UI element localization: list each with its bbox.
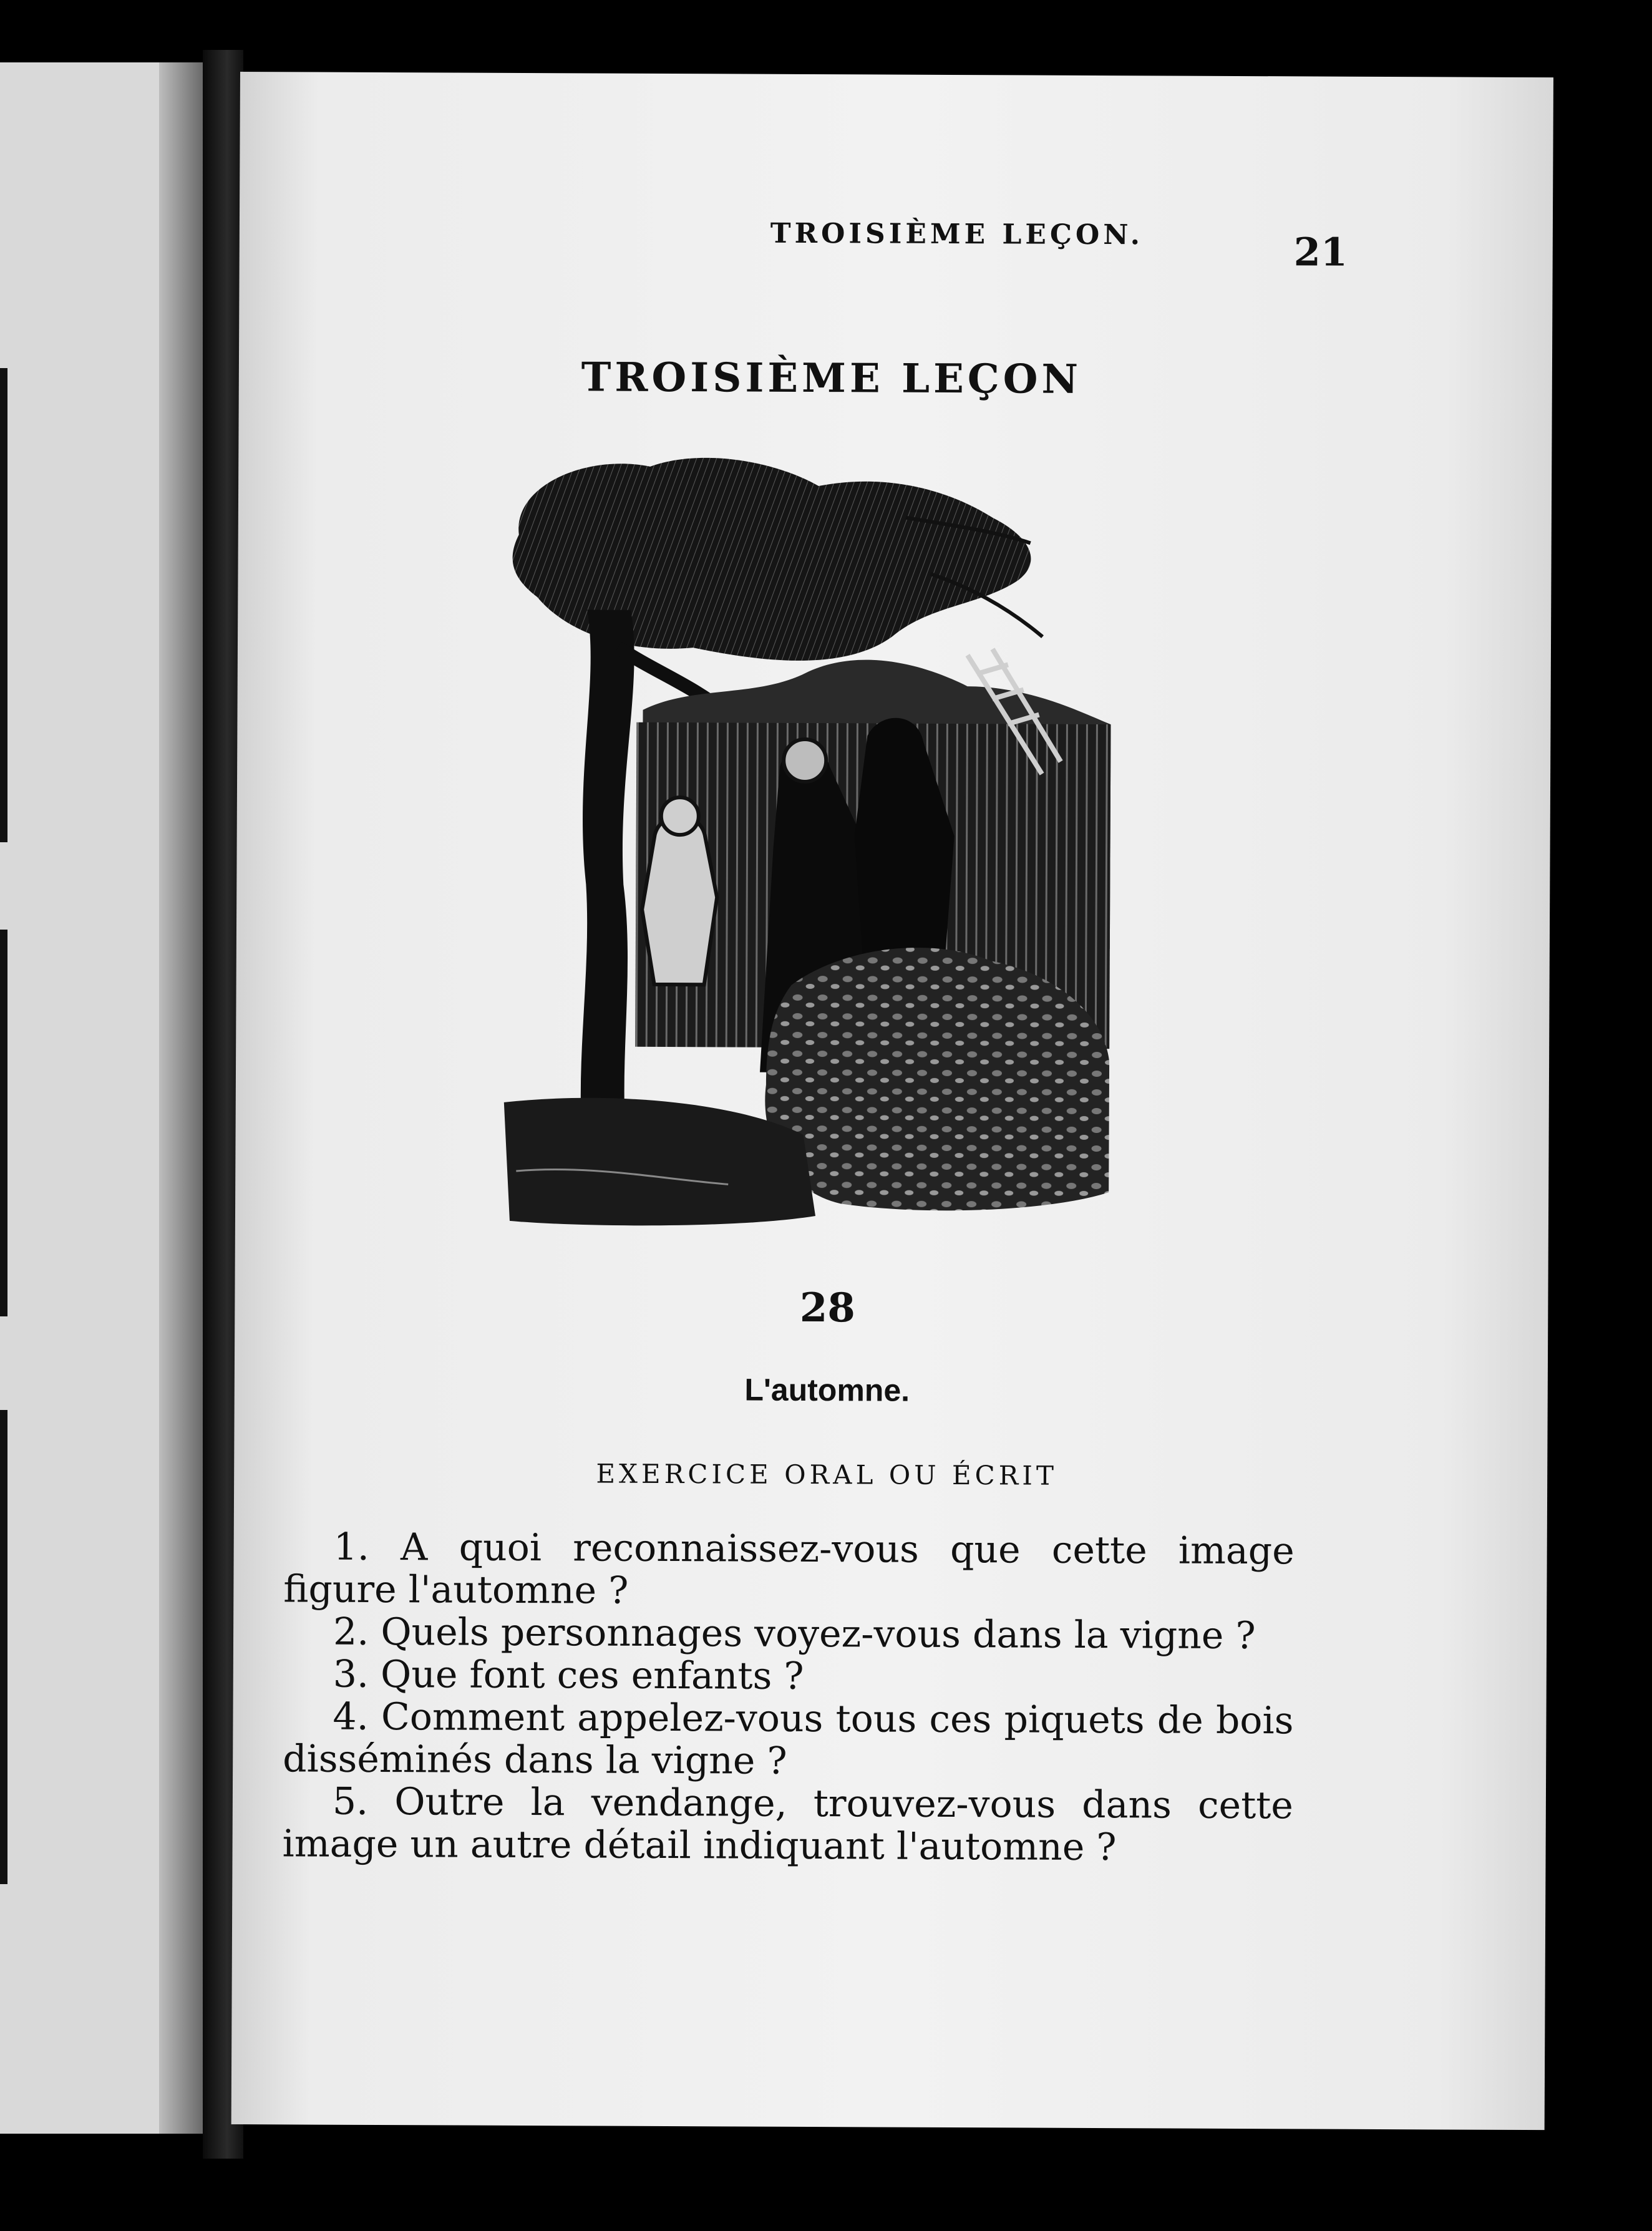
facing-page-frame-line (0, 368, 7, 842)
figure-child (642, 816, 717, 985)
book-page (231, 72, 1553, 2130)
facing-page-frame-line (0, 1410, 7, 1884)
lesson-title: TROISIÈME LEÇON (581, 354, 1082, 403)
question-item: 1. A quoi reconnaissez-vous que cette image figure l'automne ? (283, 1525, 1295, 1613)
facing-page-gutter-shadow (159, 62, 203, 2134)
facing-page-frame-line (0, 930, 7, 1316)
question-item: 5. Outre la vendange, trouvez-vous dans cette image un autre détail indiquant l'automne ? (282, 1779, 1294, 1870)
facing-page-edge (0, 62, 203, 2134)
page-number: 21 (1293, 229, 1348, 275)
question-item: 2. Quels personnages voyez-vous dans la vigne ? (333, 1610, 1256, 1658)
tree-trunk (580, 610, 634, 1165)
engraving-illustration (491, 447, 1118, 1236)
question-item: 4. Comment appelez-vous tous ces piquets de bois disséminés dans la vigne ? (283, 1694, 1294, 1783)
exercise-subtitle: EXERCICE ORAL OU ÉCRIT (596, 1458, 1058, 1491)
exercise-title: L'automne. (744, 1372, 910, 1408)
question-list (282, 1525, 1294, 1869)
running-head: TROISIÈME LEÇON. (770, 217, 1144, 251)
exercise-number: 28 (799, 1284, 856, 1332)
question-item: 3. Que font ces enfants ? (333, 1652, 804, 1698)
